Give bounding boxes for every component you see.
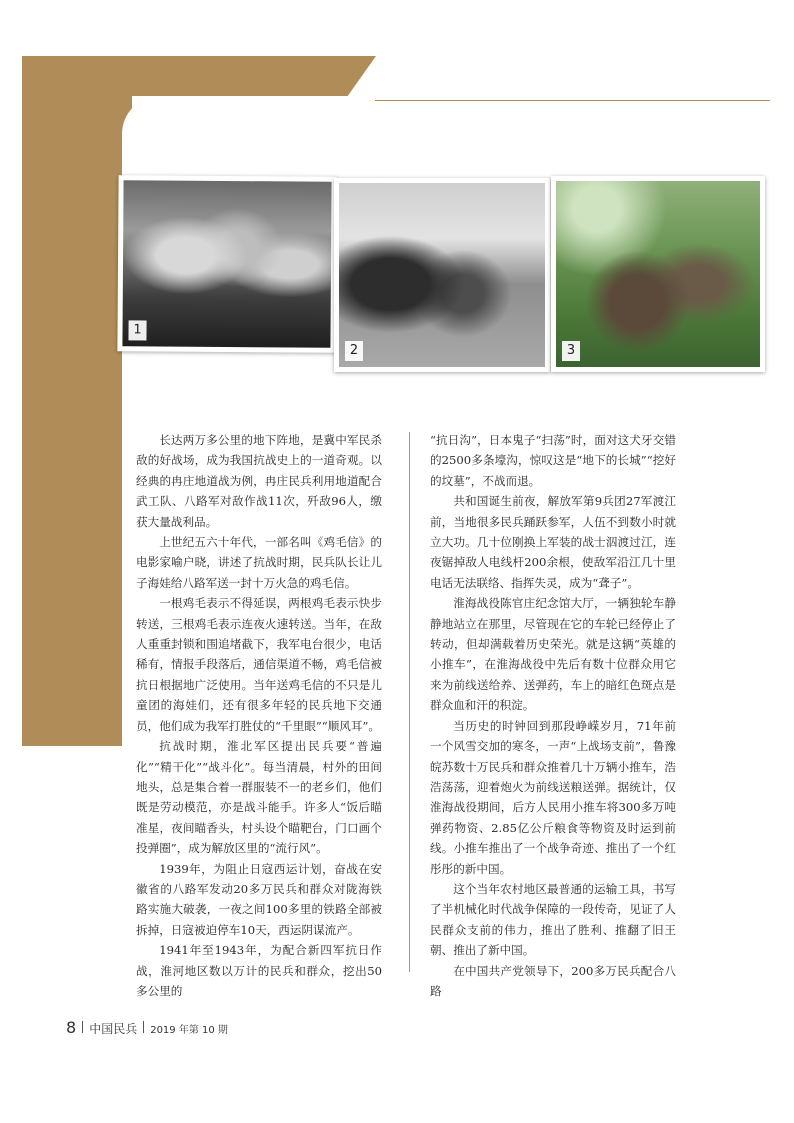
photo-1-number: 1 <box>128 320 146 340</box>
photo-2-number: 2 <box>345 341 363 361</box>
magazine-name: 中国民兵 <box>89 1022 138 1036</box>
article-column-right <box>430 430 676 1001</box>
photo-3 <box>551 176 765 372</box>
footer-separator <box>143 1021 144 1033</box>
decorative-gold-band-top <box>22 56 376 96</box>
paragraph: 长达两万多公里的地下阵地，是冀中军民杀敌的好战场，成为我国抗战史上的一道奇观。以经典的冉庄地道战为例，冉庄民兵利用地道配合武工队、八路军对敌作战11次，歼敌96人，缴获大量战利品。 <box>136 433 382 529</box>
paragraph: 一根鸡毛表示不得延误，两根鸡毛表示快步转送，三根鸡毛表示连夜火速转送。当年，在敌人重重封锁和围追堵截下，我军电台很少，电话稀有，情报手段落后，通信渠道不畅，鸡毛信被抗日根据地广泛使用。当年送鸡毛信的不只是儿童团的海娃们，还有很多年轻的民兵地下交通员，他们成为我军打胜仗的“千里眼”“顺风耳”。 <box>136 596 382 733</box>
paragraph: 抗战时期，淮北军区提出民兵要“普遍化”“精干化”“战斗化”。每当清晨，村外的田间地头，总是集合着一群服装不一的老乡们，他们既是劳动模范，亦是战斗能手。许多人“饭后瞄准星，夜间瞄香头，村头设个瞄靶台，门口画个投弹圈”，成为解放区里的“流行风”。 <box>136 739 382 856</box>
paragraph: 这个当年农村地区最普通的运输工具，书写了半机械化时代战争保障的一段传奇，见证了人民群众支前的伟力，推出了胜利、推翻了旧王朝、推出了新中国。 <box>430 881 676 958</box>
photo-2-image <box>339 183 545 367</box>
photo-2 <box>334 178 550 372</box>
column-divider <box>409 432 410 972</box>
paragraph: 1939年，为阻止日寇西运计划，奋战在安徽省的八路军发动20多万民兵和群众对陇海铁路实施大破袭，一夜之间100多里的铁路全部被拆掉，日寇被迫停车10天，西运阴谋流产。 <box>136 861 382 937</box>
header-rule <box>375 100 770 101</box>
paragraph: 1941年至1943年，为配合新四军抗日作战，淮河地区数以万计的民兵和群众，挖出50多公里的 <box>136 943 382 998</box>
paragraph-continuation: “抗日沟”，日本鬼子“扫荡”时，面对这犬牙交错的2500多条壕沟，惊叹这是“地下的长城”“挖好的坟墓”，不战而退。 <box>430 433 676 488</box>
photo-3-number: 3 <box>562 341 580 361</box>
photo-1 <box>117 175 336 353</box>
page-number: 8 <box>66 1018 77 1037</box>
paragraph: 当历史的时钟回到那段峥嵘岁月，71年前一个风雪交加的寒冬，一声“上战场支前”，鲁豫皖苏数十万民兵和群众推着几十万辆小推车，浩浩荡荡，迎着炮火为前线送粮送弹。据统计，仅淮海战役期间，后方人民用小推车将300多万吨弹药物资、2.85亿公斤粮食等物资及时运到前线。小推车推出了一个战争奇迹、推出了一个红彤彤的新中国。 <box>430 718 676 876</box>
photo-1-image <box>122 180 331 347</box>
paragraph: 共和国诞生前夜，解放军第9兵团27军渡江前，当地很多民兵踊跃参军，人伍不到数小时就立大功。几十位刚换上军装的战士泅渡过江，连夜锯掉敌人电线杆200余根，使敌军沿江几十里电话无法联络、指挥失灵，成为“聋子”。 <box>430 494 676 590</box>
paragraph: 在中国共产党领导下，200多万民兵配合八路 <box>430 963 676 998</box>
paragraph: 淮海战役陈官庄纪念馆大厅，一辆独轮车静静地站立在那里，尽管现在它的车轮已经停止了转动，但却满载着历史荣光。就是这辆“英雄的小推车”，在淮海战役中先后有数十位群众用它来为前线送给养、送弹药，车上的暗红色斑点是群众血和汗的积淀。 <box>430 596 676 713</box>
page-footer <box>66 1018 228 1037</box>
decorative-gold-frame-left <box>22 56 132 746</box>
paragraph: 上世纪五六十年代，一部名叫《鸡毛信》的电影家喻户晓，讲述了抗战时期，民兵队长让儿子海娃给八路军送一封十万火急的鸡毛信。 <box>136 535 382 590</box>
footer-separator <box>82 1021 83 1033</box>
issue-label: 2019 年第 10 期 <box>150 1025 228 1036</box>
photo-3-image <box>556 181 760 367</box>
article-column-left <box>136 430 382 1001</box>
